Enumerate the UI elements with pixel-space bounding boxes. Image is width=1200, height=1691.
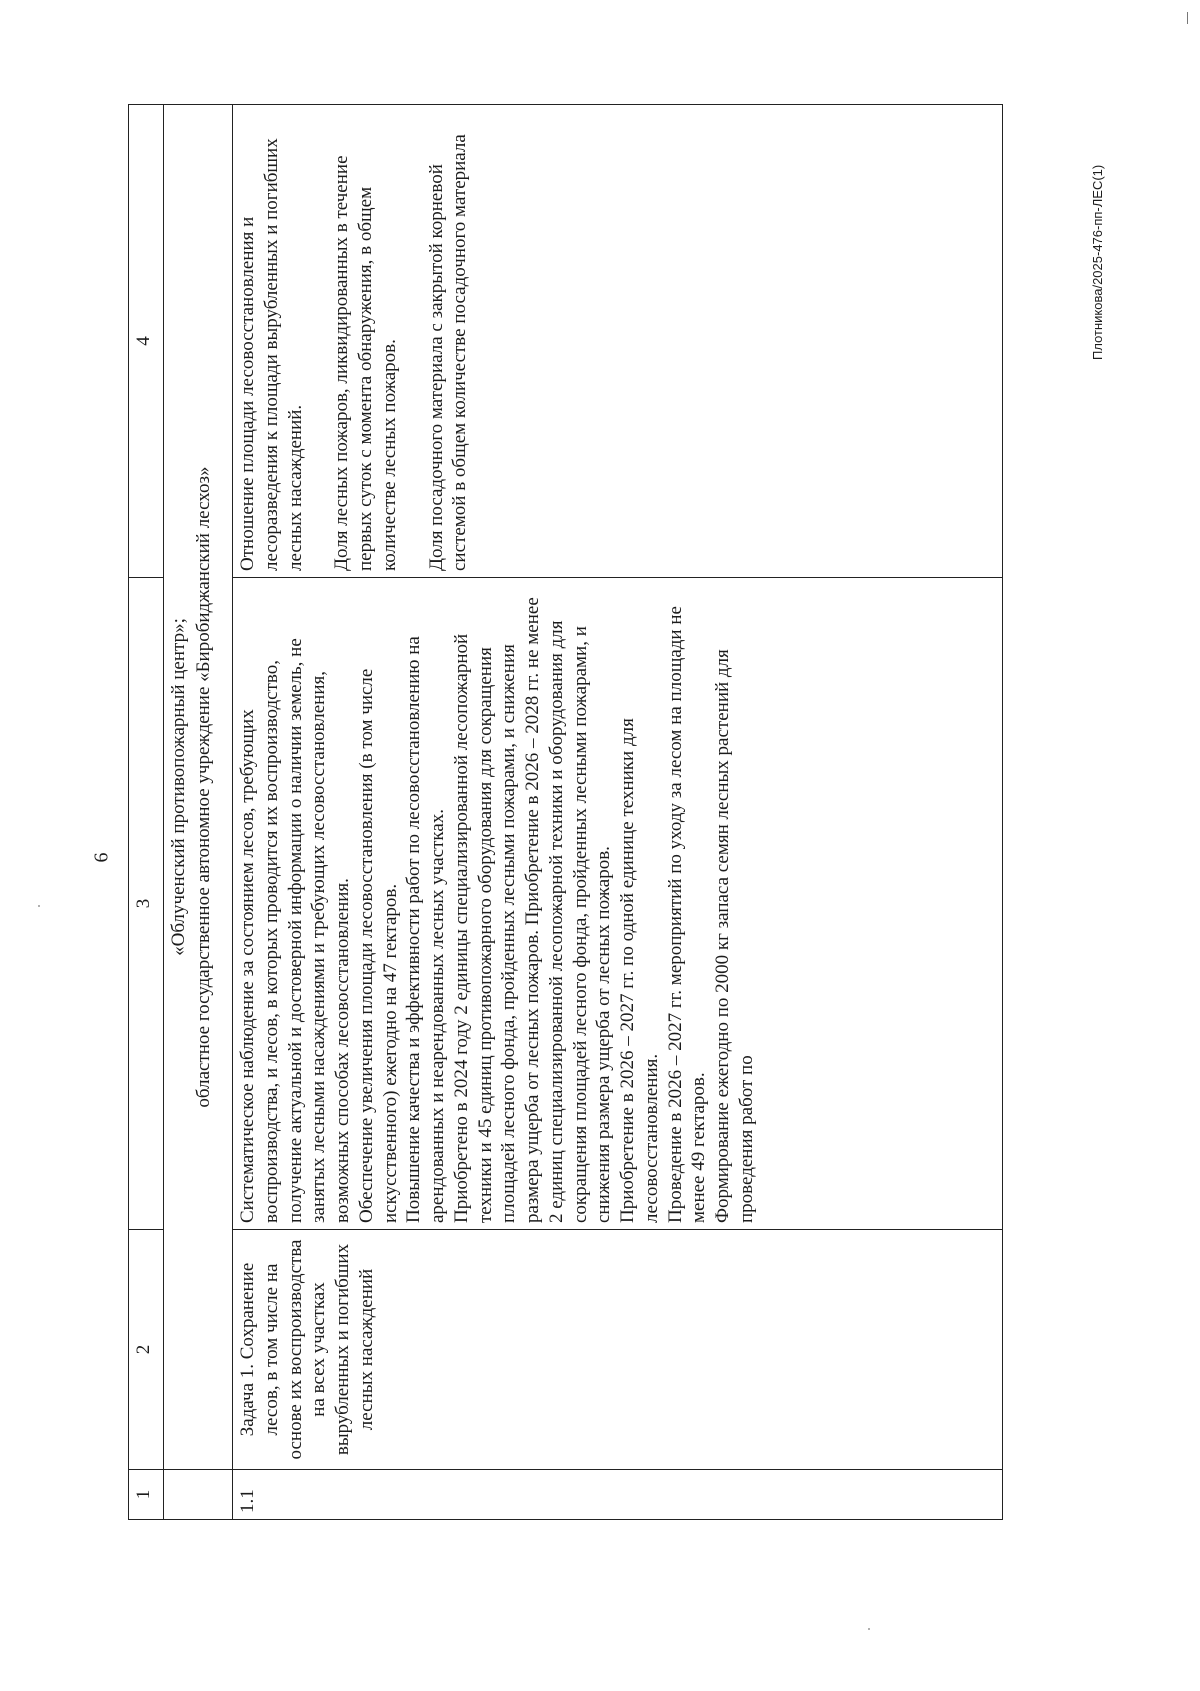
organization-cell <box>164 105 233 1470</box>
document-code: Плотникова/2025-476-пп-ЛЕС(1) <box>1090 164 1105 360</box>
paragraph-gap <box>307 111 330 571</box>
scan-speck <box>38 905 40 907</box>
result-paragraph: Приобретено в 2024 году 2 единицы специализированной лесопожарной техники и 45 единиц противопожарного оборудования для сокращения площадей лесного фонда, пройденных лесными пожарами, и снижения размера ущерба от лесных пожаров. Приобретение в 2026 – 2028 гг. не менее 2 единиц специализированной лесопожарной техники и оборудования для сокращения площадей лесного фонда, пройденных лесными пожарами, и снижения размера ущерба от лесных пожаров. <box>450 597 615 1223</box>
table-row <box>233 105 1003 1520</box>
task-cell: Задача 1. Сохранение лесов, в том числе на основе их воспроизводства на всех участках вырубленных и погибших лесных насаждений <box>233 1230 1003 1470</box>
page-number: 6 <box>90 852 113 863</box>
organization-line-2: областное государственное автономное учреждение «Биробиджанский лесхоз» <box>192 466 214 1108</box>
result-paragraph: Приобретение в 2026 – 2027 гг. по одной единице техники для лесовосстановления. <box>617 718 662 1223</box>
column-number-2: 2 <box>129 1230 164 1470</box>
indicator-paragraph: Доля лесных пожаров, ликвидированных в течение первых суток с момента обнаружения, в общем количестве лесных пожаров. <box>331 155 400 571</box>
organization-line-1: «Облученский противопожарный центр»; <box>168 618 189 956</box>
scan-speck <box>868 1628 870 1630</box>
result-paragraph: Формирование ежегодно по 2000 кг запаса семян лесных растений для проведения работ по <box>712 649 757 1223</box>
results-cell <box>233 578 1003 1230</box>
row-number: 1.1 <box>233 1470 1003 1520</box>
program-table <box>128 104 1003 1520</box>
rotated-table-container <box>128 105 1003 1520</box>
indicator-paragraph: Отношение площади лесовосстановления и лесоразведения к площади вырубленных и погибших лесных насаждений. <box>237 138 306 571</box>
scan-mark <box>1187 12 1188 24</box>
result-paragraph: Проведение в 2026 – 2027 гг. мероприятий по уходу за лесом на площади не менее 49 гектаров. <box>664 606 710 1223</box>
result-paragraph: Обеспечение увеличения площади лесовосстановления (в том числе искусственного) ежегодно на 47 гектаров. <box>355 668 401 1223</box>
organization-row <box>164 105 233 1520</box>
organization-empty-cell <box>164 1470 233 1520</box>
paragraph-gap <box>402 111 425 571</box>
column-number-row <box>129 105 164 1520</box>
indicator-paragraph: Доля посадочного материала с закрытой корневой системой в общем количестве посадочного материала <box>425 134 471 571</box>
result-paragraph: Повышение качества и эффективности работ по лесовосстановлению на арендованных и неарендованных лесных участках. <box>403 636 448 1223</box>
result-paragraph: Систематическое наблюдение за состоянием лесов, требующих воспроизводства, и лесов, в которых проводится их воспроизводство, получение актуальной и достоверной информации о наличии земель, не занятых лесными насаждениями и требующих лесовосстановления, возможных способах лесовосстановления. <box>237 638 353 1223</box>
column-number-4: 4 <box>129 105 164 578</box>
column-number-3: 3 <box>129 578 164 1230</box>
column-number-1: 1 <box>129 1470 164 1520</box>
indicators-cell <box>233 105 1003 578</box>
